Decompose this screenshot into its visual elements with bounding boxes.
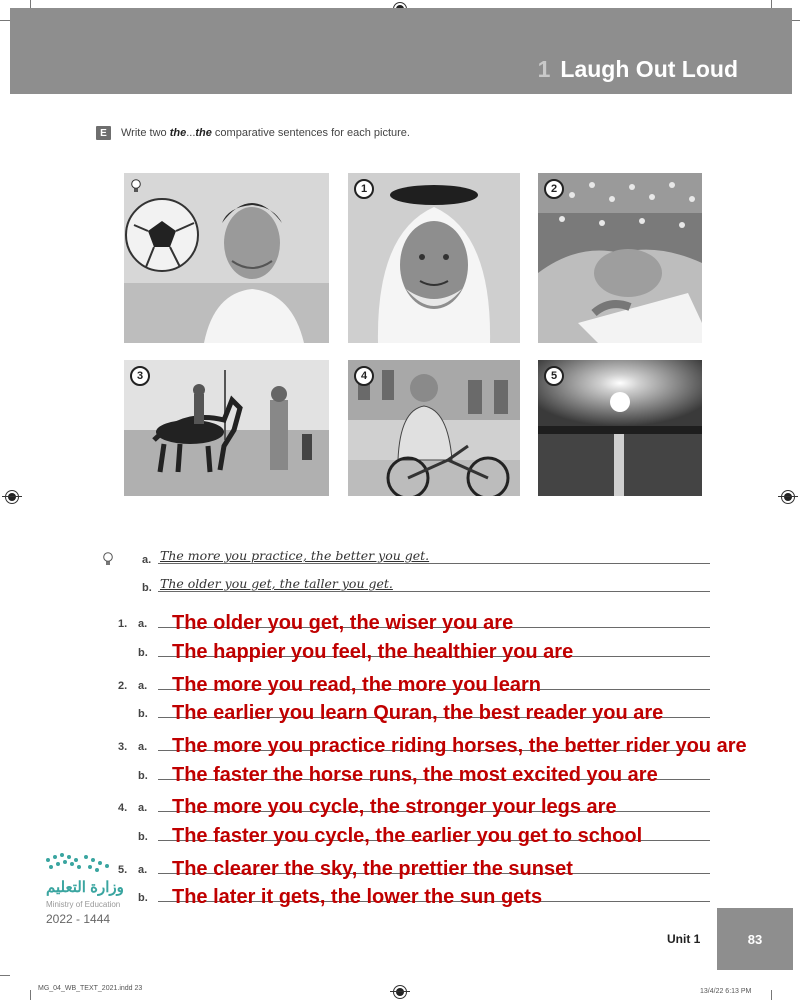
row-label: a.	[138, 618, 148, 630]
photo-sunset	[538, 360, 702, 496]
row-number: 1.	[118, 618, 128, 630]
ministry-name-english: Ministry of Education	[46, 900, 121, 909]
answer-text: The earlier you learn Quran, the best reader you are	[172, 702, 664, 724]
row-label: a.	[138, 802, 148, 814]
answer-row-5b	[118, 882, 710, 906]
row-label: b.	[142, 582, 152, 594]
example-sentence: The older you get, the taller you get.	[160, 576, 393, 591]
lightbulb-icon	[131, 179, 141, 193]
file-slug: MG_04_WB_TEXT_2021.indd 23	[38, 985, 143, 992]
photo-old-man	[348, 173, 520, 343]
answer-row-3a	[118, 731, 747, 757]
photo-number-3: 3	[130, 366, 150, 386]
answer-text: The clearer the sky, the prettier the sunset	[172, 858, 573, 880]
row-label: a.	[138, 741, 148, 753]
photo-number-4: 4	[354, 366, 374, 386]
registration-mark-icon	[393, 985, 407, 999]
registration-mark-icon	[5, 490, 19, 504]
row-number: 4.	[118, 802, 128, 814]
example-sentence: The more you practice, the better you get.	[160, 548, 430, 563]
row-number: 5.	[118, 864, 128, 876]
row-label: a.	[138, 680, 148, 692]
registration-mark-icon	[781, 490, 795, 504]
answer-row-2a	[118, 670, 710, 694]
row-label: a.	[142, 554, 152, 566]
answer-text: The more you practice riding horses, the better rider you are	[172, 735, 747, 757]
answer-row-5a	[118, 854, 710, 878]
answer-row-4a	[118, 792, 710, 816]
row-label: b.	[138, 831, 148, 843]
crop-mark	[0, 20, 10, 21]
crop-mark	[771, 990, 772, 1000]
row-label: b.	[138, 647, 148, 659]
answer-text: The older you get, the wiser you are	[172, 612, 514, 634]
answer-line	[158, 563, 710, 564]
photo-number-1: 1	[354, 179, 374, 199]
row-number: 2.	[118, 680, 128, 692]
ministry-logo	[46, 852, 156, 934]
ministry-name-arabic: وزارة التعليم	[46, 879, 124, 896]
print-timestamp: 13/4/22 6:13 PM	[700, 988, 752, 995]
page-title	[538, 56, 738, 83]
row-label: b.	[138, 708, 148, 720]
row-number: 3.	[118, 741, 128, 753]
crop-mark	[0, 975, 10, 976]
answer-text: The faster the horse runs, the most excited you are	[172, 764, 658, 786]
photo-number-2: 2	[544, 179, 564, 199]
photo-horses	[124, 360, 329, 496]
photo-number-5: 5	[544, 366, 564, 386]
answer-row-4b	[118, 821, 710, 845]
instruction-text: Write two the...the comparative sentences for each picture.	[121, 127, 410, 139]
row-label: b.	[138, 770, 148, 782]
exercise-badge: E	[96, 126, 111, 140]
lightbulb-icon	[103, 552, 113, 566]
unit-number: 1	[537, 56, 551, 82]
answer-text: The happier you feel, the healthier you are	[172, 641, 574, 663]
crop-mark	[30, 990, 31, 1000]
ministry-year: 2022 - 1444	[46, 912, 111, 926]
exercise-instruction	[96, 126, 410, 140]
row-label: a.	[138, 864, 148, 876]
answer-text: The faster you cycle, the earlier you get to school	[172, 825, 643, 847]
photo-boy-bicycle	[348, 360, 520, 496]
answer-row-2b	[118, 698, 710, 722]
answer-row-3b	[118, 760, 710, 784]
answer-text: The more you read, the more you learn	[172, 674, 541, 696]
photo-boy-reading	[538, 173, 702, 343]
answer-row-1a	[118, 608, 710, 632]
example-row-b	[118, 572, 710, 596]
footer-unit: Unit 1	[667, 932, 701, 946]
answer-line	[158, 591, 710, 592]
unit-title: Laugh Out Loud	[560, 56, 738, 82]
page-number: 83	[717, 908, 793, 970]
answer-row-1b	[118, 637, 710, 661]
answer-text: The more you cycle, the stronger your legs are	[172, 796, 617, 818]
photo-boy-soccer	[124, 173, 329, 343]
example-row-a	[118, 544, 710, 568]
answer-text: The later it gets, the lower the sun gets	[172, 886, 543, 908]
row-label: b.	[138, 892, 148, 904]
